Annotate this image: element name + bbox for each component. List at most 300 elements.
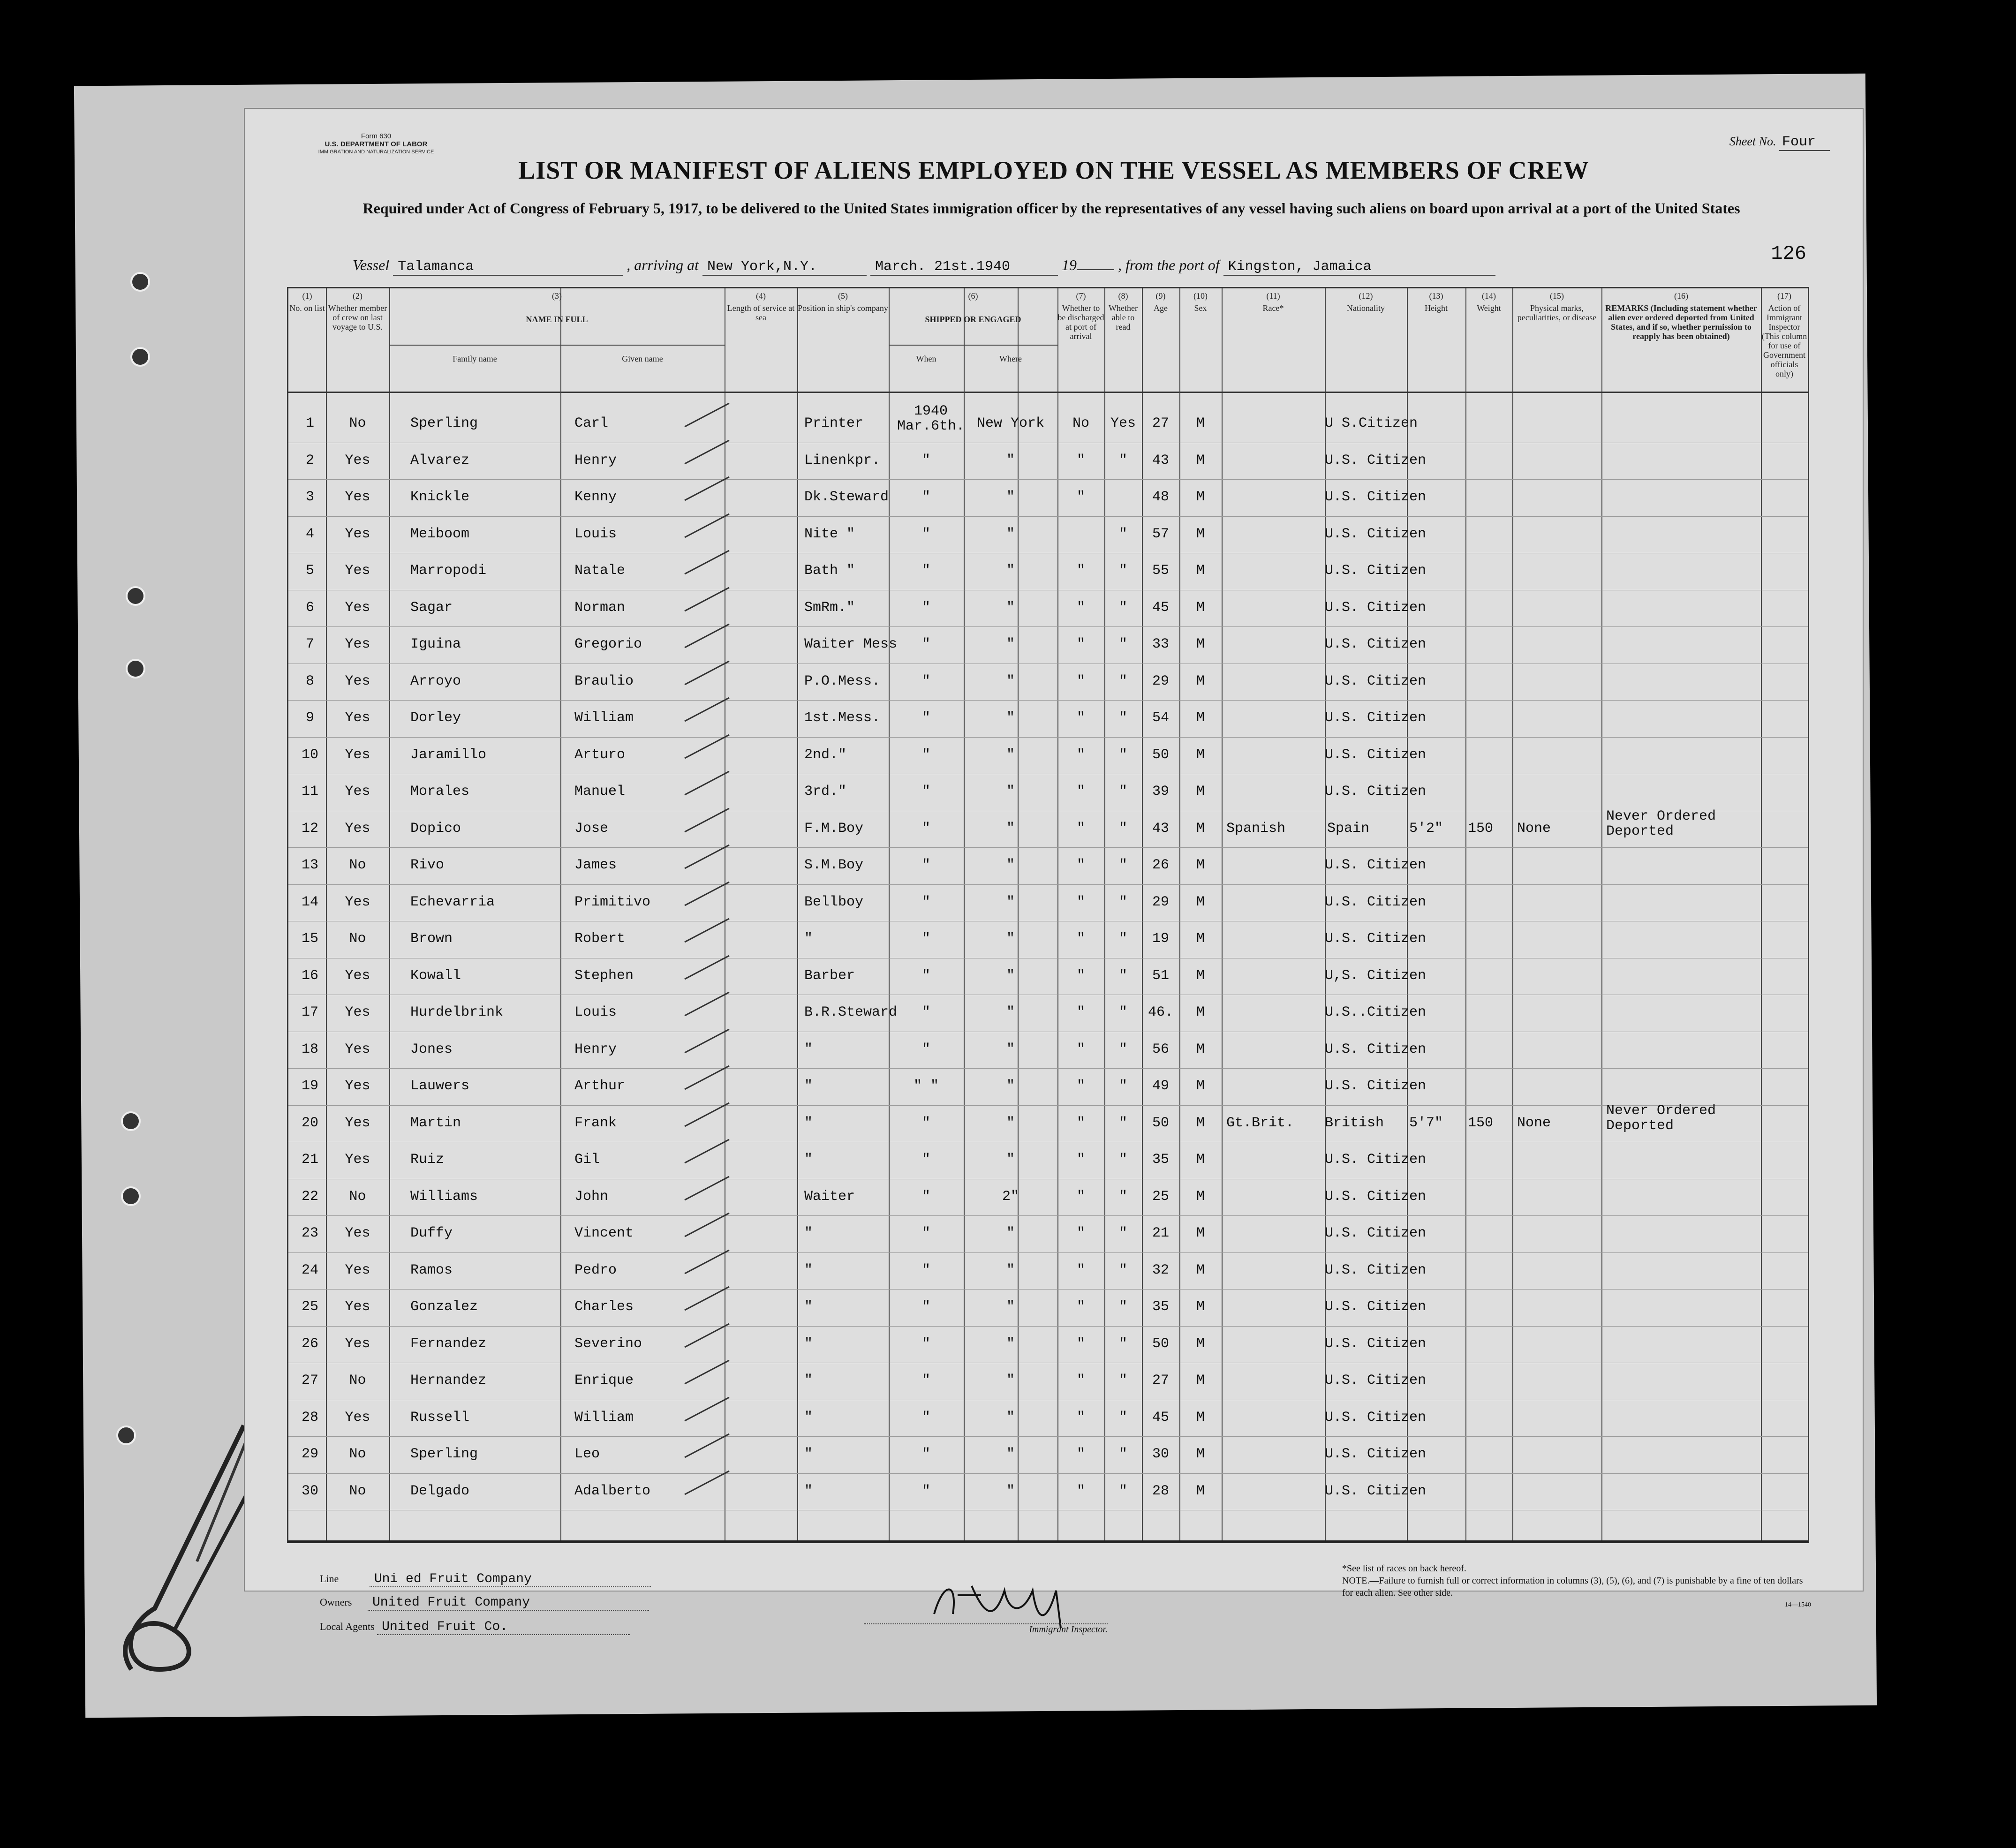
cell-read: Yes bbox=[1110, 415, 1136, 431]
cell-given: Leo bbox=[574, 1446, 600, 1462]
column-label: Height bbox=[1425, 303, 1448, 313]
cell-given: William bbox=[574, 710, 634, 726]
row-rule bbox=[288, 1215, 1808, 1216]
cell-read: " bbox=[1118, 894, 1127, 910]
cell-age: 46. bbox=[1148, 1004, 1173, 1020]
cell-read: " bbox=[1118, 526, 1127, 542]
cell-position: 2nd." bbox=[804, 747, 847, 763]
cell-family: Fernandez bbox=[410, 1335, 487, 1352]
cell-nationality: U.S. Citizen bbox=[1325, 1152, 1427, 1168]
cell-weight: 150 bbox=[1468, 820, 1494, 837]
cell-sex: M bbox=[1196, 636, 1205, 652]
cell-read: " bbox=[1118, 599, 1127, 616]
cell-when: 1940 Mar.6th. bbox=[897, 403, 965, 434]
cell-where: " bbox=[1006, 931, 1015, 947]
column-number: (17) bbox=[1777, 291, 1791, 301]
cell-sex: M bbox=[1196, 1446, 1205, 1462]
punch-hole bbox=[126, 586, 145, 606]
cell-position: Bath " bbox=[804, 563, 855, 579]
cell-read: " bbox=[1118, 1004, 1127, 1020]
column-rule bbox=[1601, 288, 1602, 1540]
cell-given: Vincent bbox=[574, 1225, 634, 1241]
cell-where: " bbox=[1006, 967, 1015, 984]
row-rule bbox=[288, 700, 1808, 701]
cell-where: " bbox=[1006, 894, 1015, 910]
cell-given: Frank bbox=[574, 1115, 617, 1131]
punch-hole bbox=[121, 1111, 141, 1131]
cell-last: No bbox=[349, 1373, 366, 1388]
header-rule bbox=[288, 392, 1808, 393]
manifest-page bbox=[244, 108, 1864, 1635]
cell-race: Gt.Brit. bbox=[1226, 1115, 1294, 1131]
cell-sex: M bbox=[1196, 1188, 1205, 1205]
check-tick bbox=[682, 1211, 734, 1239]
cell-position: Printer bbox=[804, 415, 864, 431]
cell-family: Delgado bbox=[410, 1483, 470, 1499]
column-number: (12) bbox=[1359, 291, 1373, 301]
cell-discharged: " bbox=[1076, 894, 1085, 910]
cell-marks: None bbox=[1517, 1115, 1551, 1131]
check-tick bbox=[682, 1174, 734, 1202]
column-rule bbox=[1057, 288, 1058, 1540]
form-number: Form 630 bbox=[361, 132, 392, 140]
cell-last: Yes bbox=[345, 1041, 370, 1057]
column-number: (9) bbox=[1155, 291, 1166, 301]
cell-age: 33 bbox=[1152, 636, 1169, 652]
cell-where: " bbox=[1006, 820, 1015, 837]
punch-hole bbox=[130, 272, 150, 292]
cell-discharged: " bbox=[1076, 747, 1085, 763]
column-header bbox=[1104, 291, 1142, 332]
cell-read: " bbox=[1118, 1152, 1127, 1168]
cell-when: " bbox=[921, 526, 930, 542]
column-label: Age bbox=[1154, 303, 1168, 313]
cell-age: 50 bbox=[1152, 747, 1169, 763]
cell-family: Iguina bbox=[410, 636, 461, 652]
cell-sex: M bbox=[1196, 931, 1205, 947]
cell-given: Adalberto bbox=[574, 1483, 651, 1499]
cell-age: 50 bbox=[1152, 1115, 1169, 1131]
cell-family: Rivo bbox=[410, 857, 445, 873]
cell-where: " bbox=[1006, 636, 1015, 652]
column-label: Action of Immigrant Inspector (This column for use of Government officials only) bbox=[1761, 303, 1807, 378]
cell-discharged: " bbox=[1076, 1446, 1085, 1462]
cell-nationality: British bbox=[1325, 1115, 1384, 1131]
vessel-label: Vessel bbox=[353, 256, 390, 273]
cell-when: " bbox=[921, 1188, 930, 1205]
footer-note bbox=[1342, 1562, 1811, 1611]
cell-age: 43 bbox=[1152, 820, 1169, 837]
cell-position: Waiter Mess bbox=[804, 636, 898, 652]
column-header bbox=[1222, 291, 1325, 313]
cell-discharged: " bbox=[1076, 1041, 1085, 1057]
cell-age: 51 bbox=[1152, 967, 1169, 984]
vessel-name: Talamanca bbox=[393, 259, 623, 276]
cell-nationality: U.S. Citizen bbox=[1325, 599, 1427, 616]
line-value: Uni ed Fruit Company bbox=[370, 1572, 651, 1587]
cell-last: No bbox=[349, 931, 366, 947]
cell-last: Yes bbox=[345, 1004, 370, 1020]
cell-age: 32 bbox=[1152, 1262, 1169, 1278]
column-subheader: Where bbox=[999, 354, 1022, 363]
cell-no: 20 bbox=[301, 1115, 318, 1131]
cell-age: 54 bbox=[1152, 710, 1169, 726]
cell-sex: M bbox=[1196, 1152, 1205, 1168]
column-label: Race* bbox=[1262, 303, 1284, 313]
check-tick bbox=[682, 916, 734, 944]
cell-family: Russell bbox=[410, 1409, 470, 1426]
cell-when: " bbox=[921, 1409, 930, 1426]
cell-last: Yes bbox=[345, 673, 370, 689]
cell-position: " bbox=[804, 931, 813, 947]
footer-agents bbox=[320, 1620, 630, 1635]
cell-discharged: " bbox=[1076, 452, 1085, 468]
check-tick bbox=[682, 1027, 734, 1055]
cell-nationality: U.S. Citizen bbox=[1325, 526, 1427, 542]
cell-when: " bbox=[921, 1299, 930, 1315]
cell-position: F.M.Boy bbox=[804, 820, 864, 837]
cell-when: " bbox=[921, 894, 930, 910]
cell-sex: M bbox=[1196, 563, 1205, 579]
cell-family: Marropodi bbox=[410, 563, 487, 579]
cell-sex: M bbox=[1196, 1483, 1205, 1499]
cell-nationality: U.S. Citizen bbox=[1325, 1373, 1427, 1388]
cell-no: 3 bbox=[305, 489, 314, 505]
cell-given: Henry bbox=[574, 452, 617, 468]
cell-read: " bbox=[1118, 673, 1127, 689]
cell-discharged: " bbox=[1076, 1299, 1085, 1315]
cell-position: Dk.Steward bbox=[804, 489, 889, 505]
cell-last: Yes bbox=[345, 967, 370, 984]
cell-nationality: U.S. Citizen bbox=[1325, 931, 1427, 947]
cell-no: 4 bbox=[305, 526, 314, 542]
check-tick bbox=[682, 585, 734, 613]
cell-when: " bbox=[921, 1483, 930, 1499]
arriving-port: New York,N.Y. bbox=[702, 259, 867, 276]
cell-age: 29 bbox=[1152, 673, 1169, 689]
cell-discharged: No bbox=[1072, 415, 1089, 431]
column-number: (6) bbox=[968, 291, 978, 301]
cell-age: 29 bbox=[1152, 894, 1169, 910]
cell-no: 28 bbox=[301, 1409, 318, 1426]
cell-discharged: " bbox=[1076, 1078, 1085, 1094]
column-rule bbox=[1222, 288, 1223, 1540]
from-port: Kingston, Jamaica bbox=[1223, 259, 1495, 276]
cell-sex: M bbox=[1196, 1004, 1205, 1020]
cell-family: Duffy bbox=[410, 1225, 453, 1241]
cell-read: " bbox=[1118, 784, 1127, 800]
cell-read: " bbox=[1118, 452, 1127, 468]
cell-when: " bbox=[921, 747, 930, 763]
row-rule bbox=[288, 847, 1808, 848]
column-header bbox=[1407, 291, 1465, 313]
cell-family: Kowall bbox=[410, 967, 461, 984]
cell-last: No bbox=[349, 1446, 366, 1462]
cell-age: 26 bbox=[1152, 857, 1169, 873]
column-label: Nationality bbox=[1347, 303, 1385, 313]
cell-when: " " bbox=[913, 1078, 939, 1094]
cell-position: S.M.Boy bbox=[804, 857, 864, 873]
cell-given: Louis bbox=[574, 1004, 617, 1020]
cell-family: Jones bbox=[410, 1041, 453, 1057]
cell-nationality: U.S. Citizen bbox=[1325, 710, 1427, 726]
cell-read: " bbox=[1118, 1262, 1127, 1278]
cell-read: " bbox=[1118, 1299, 1127, 1315]
penalty-note: NOTE.—Failure to furnish full or correct information in columns (3), (5), (6), and (7) is punishable by a fine of ten dollars for each alien. See other side. bbox=[1342, 1576, 1803, 1598]
line-label: Line bbox=[320, 1573, 339, 1584]
column-header bbox=[1465, 291, 1512, 313]
cell-no: 12 bbox=[301, 820, 318, 837]
cell-nationality: U.S. Citizen bbox=[1325, 636, 1427, 652]
vessel-line bbox=[353, 256, 1759, 276]
print-code: 14—1540 bbox=[1785, 1601, 1811, 1608]
cell-sex: M bbox=[1196, 526, 1205, 542]
sheet-number bbox=[1729, 134, 1830, 150]
cell-given: Stephen bbox=[574, 967, 634, 984]
column-number: (8) bbox=[1118, 291, 1128, 301]
cell-sex: M bbox=[1196, 1041, 1205, 1057]
cell-discharged: " bbox=[1076, 1152, 1085, 1168]
cell-where: 2" bbox=[1002, 1188, 1019, 1205]
cell-given: Gil bbox=[574, 1152, 600, 1168]
cell-no: 8 bbox=[305, 673, 314, 689]
cell-family: Jaramillo bbox=[410, 747, 487, 763]
cell-given: Louis bbox=[574, 526, 617, 542]
cell-family: Dopico bbox=[410, 820, 461, 837]
column-number: (15) bbox=[1550, 291, 1564, 301]
cell-sex: M bbox=[1196, 747, 1205, 763]
column-header bbox=[1512, 291, 1601, 322]
cell-position: " bbox=[804, 1041, 813, 1057]
cell-family: Alvarez bbox=[410, 452, 470, 468]
cell-last: Yes bbox=[345, 1115, 370, 1131]
cell-height: 5'2" bbox=[1409, 820, 1443, 837]
row-rule bbox=[288, 1252, 1808, 1253]
cell-no: 25 bbox=[301, 1299, 318, 1315]
cell-where: " bbox=[1006, 599, 1015, 616]
cell-discharged: " bbox=[1076, 1409, 1085, 1426]
cell-position: Nite " bbox=[804, 526, 855, 542]
row-rule bbox=[288, 516, 1808, 517]
column-label: Length of service at sea bbox=[727, 303, 795, 322]
cell-age: 45 bbox=[1152, 1409, 1169, 1426]
cell-age: 56 bbox=[1152, 1041, 1169, 1057]
cell-discharged: " bbox=[1076, 673, 1085, 689]
cell-nationality: U.S. Citizen bbox=[1325, 1262, 1427, 1278]
cell-no: 27 bbox=[301, 1373, 318, 1388]
cell-family: Knickle bbox=[410, 489, 470, 505]
cell-read: " bbox=[1118, 1409, 1127, 1426]
cell-no: 10 bbox=[301, 747, 318, 763]
cell-last: Yes bbox=[345, 1335, 370, 1352]
cell-no: 24 bbox=[301, 1262, 318, 1278]
cell-when: " bbox=[921, 673, 930, 689]
row-rule bbox=[288, 884, 1808, 885]
cell-sex: M bbox=[1196, 1115, 1205, 1131]
cell-where: " bbox=[1006, 1299, 1015, 1315]
cell-when: " bbox=[921, 489, 930, 505]
column-subheader: Family name bbox=[453, 354, 497, 363]
column-label: Physical marks, peculiarities, or disease bbox=[1517, 303, 1597, 322]
cell-given: Kenny bbox=[574, 489, 617, 505]
column-rule bbox=[560, 346, 561, 1540]
cell-no: 16 bbox=[301, 967, 318, 984]
agents-value: United Fruit Co. bbox=[377, 1620, 630, 1635]
cell-sex: M bbox=[1196, 967, 1205, 984]
cell-where: " bbox=[1006, 747, 1015, 763]
cell-when: " bbox=[921, 563, 930, 579]
column-label: NAME IN FULL bbox=[526, 315, 588, 324]
cell-family: Williams bbox=[410, 1188, 478, 1205]
cell-sex: M bbox=[1196, 599, 1205, 616]
page-subtitle: Required under Act of Congress of February 5, 1917, to be delivered to the United States immigration officer by the representatives of any vessel having such aliens on board upon arrival at a port of the United States bbox=[362, 200, 1740, 217]
cell-where: " bbox=[1006, 710, 1015, 726]
cell-last: Yes bbox=[345, 1299, 370, 1315]
cell-discharged: " bbox=[1076, 636, 1085, 652]
races-note: *See list of races on back hereof. bbox=[1342, 1563, 1466, 1574]
cell-where: " bbox=[1006, 526, 1015, 542]
cell-family: Meiboom bbox=[410, 526, 470, 542]
cell-discharged: " bbox=[1076, 599, 1085, 616]
check-tick bbox=[682, 1064, 734, 1092]
row-rule bbox=[288, 1289, 1808, 1290]
cell-sex: M bbox=[1196, 415, 1205, 431]
check-tick bbox=[682, 548, 734, 576]
cell-where: " bbox=[1006, 673, 1015, 689]
cell-read: " bbox=[1118, 967, 1127, 984]
column-rule bbox=[889, 288, 890, 1540]
cell-given: Braulio bbox=[574, 673, 634, 689]
cell-no: 15 bbox=[301, 931, 318, 947]
column-rule bbox=[326, 288, 327, 1540]
cell-family: Dorley bbox=[410, 710, 461, 726]
cell-given: Primitivo bbox=[574, 894, 651, 910]
cell-last: Yes bbox=[345, 894, 370, 910]
cell-family: Ramos bbox=[410, 1262, 453, 1278]
row-rule bbox=[288, 626, 1808, 627]
column-label: REMARKS (Including statement whether alien ever ordered deported from United States, and if so, whether permission to reapply has been obtained) bbox=[1605, 303, 1757, 341]
column-header bbox=[797, 291, 889, 313]
cell-read: " bbox=[1118, 1483, 1127, 1499]
cell-where: " bbox=[1006, 1262, 1015, 1278]
column-rule bbox=[1512, 288, 1513, 1540]
cell-age: 49 bbox=[1152, 1078, 1169, 1094]
column-rule bbox=[1465, 288, 1466, 1540]
cell-read: " bbox=[1118, 1373, 1127, 1388]
check-tick bbox=[682, 843, 734, 871]
check-tick bbox=[682, 1137, 734, 1165]
cell-last: Yes bbox=[345, 1078, 370, 1094]
punch-hole bbox=[130, 347, 150, 367]
cell-no: 21 bbox=[301, 1152, 318, 1168]
owners-value: United Fruit Company bbox=[368, 1595, 649, 1611]
cell-where: " bbox=[1006, 452, 1015, 468]
cell-when: " bbox=[921, 1225, 930, 1241]
cell-sex: M bbox=[1196, 1299, 1205, 1315]
cell-discharged: " bbox=[1076, 1004, 1085, 1020]
cell-no: 17 bbox=[301, 1004, 318, 1020]
cell-position: " bbox=[804, 1078, 813, 1094]
column-rule bbox=[1325, 288, 1326, 1540]
cell-position: P.O.Mess. bbox=[804, 673, 881, 689]
cell-when: " bbox=[921, 1152, 930, 1168]
inspector-label: Immigrant Inspector. bbox=[864, 1623, 1108, 1635]
agents-label: Local Agents bbox=[320, 1621, 375, 1632]
punch-hole bbox=[121, 1186, 141, 1206]
column-rule bbox=[1179, 288, 1180, 1540]
cell-when: " bbox=[921, 857, 930, 873]
row-rule bbox=[288, 1105, 1808, 1106]
cell-where: " bbox=[1006, 1078, 1015, 1094]
cell-given: Manuel bbox=[574, 784, 626, 800]
cell-age: 27 bbox=[1152, 1373, 1169, 1388]
cell-family: Brown bbox=[410, 931, 453, 947]
cell-given: Norman bbox=[574, 599, 626, 616]
cell-last: Yes bbox=[345, 526, 370, 542]
check-tick bbox=[682, 512, 734, 540]
cell-last: No bbox=[349, 1188, 366, 1205]
column-number: (7) bbox=[1076, 291, 1086, 301]
page-number: 126 bbox=[1771, 242, 1806, 265]
cell-read: " bbox=[1118, 1115, 1127, 1131]
cell-no: 19 bbox=[301, 1078, 318, 1094]
cell-position: 1st.Mess. bbox=[804, 710, 881, 726]
cell-where: " bbox=[1006, 1373, 1015, 1388]
cell-nationality: U.S. Citizen bbox=[1325, 1078, 1427, 1094]
cell-discharged: " bbox=[1076, 1483, 1085, 1499]
cell-where: " bbox=[1006, 1483, 1015, 1499]
cell-position: " bbox=[804, 1483, 813, 1499]
column-rule bbox=[1104, 288, 1105, 1540]
column-rule bbox=[1407, 288, 1408, 1540]
row-rule bbox=[288, 737, 1808, 738]
cell-age: 21 bbox=[1152, 1225, 1169, 1241]
year-label: 19 bbox=[1061, 256, 1077, 273]
row-rule bbox=[288, 1326, 1808, 1327]
column-rule bbox=[797, 288, 798, 1540]
check-tick bbox=[682, 695, 734, 724]
check-tick bbox=[682, 1358, 734, 1386]
cell-discharged: " bbox=[1076, 1225, 1085, 1241]
cell-position: " bbox=[804, 1373, 813, 1388]
cell-sex: M bbox=[1196, 820, 1205, 837]
cell-where: New York bbox=[976, 415, 1045, 431]
column-subheader: When bbox=[916, 354, 936, 363]
cell-sex: M bbox=[1196, 894, 1205, 910]
arriving-label: , arriving at bbox=[627, 256, 699, 273]
cell-last: No bbox=[349, 415, 366, 431]
column-header bbox=[1601, 291, 1761, 341]
cell-last: Yes bbox=[345, 452, 370, 468]
cell-sex: M bbox=[1196, 489, 1205, 505]
cell-last: Yes bbox=[345, 563, 370, 579]
cell-read: " bbox=[1118, 710, 1127, 726]
column-number: (16) bbox=[1674, 291, 1688, 301]
cell-discharged: " bbox=[1076, 563, 1085, 579]
cell-where: " bbox=[1006, 1225, 1015, 1241]
cell-no: 23 bbox=[301, 1225, 318, 1241]
cell-family: Hernandez bbox=[410, 1373, 487, 1388]
cell-position: Waiter bbox=[804, 1188, 855, 1205]
cell-nationality: U.S. Citizen bbox=[1325, 1188, 1427, 1205]
cell-age: 35 bbox=[1152, 1299, 1169, 1315]
column-number: (13) bbox=[1429, 291, 1443, 301]
check-tick bbox=[682, 622, 734, 650]
cell-position: 3rd." bbox=[804, 784, 847, 800]
cell-when: " bbox=[921, 784, 930, 800]
cell-given: Pedro bbox=[574, 1262, 617, 1278]
cell-last: No bbox=[349, 857, 366, 873]
